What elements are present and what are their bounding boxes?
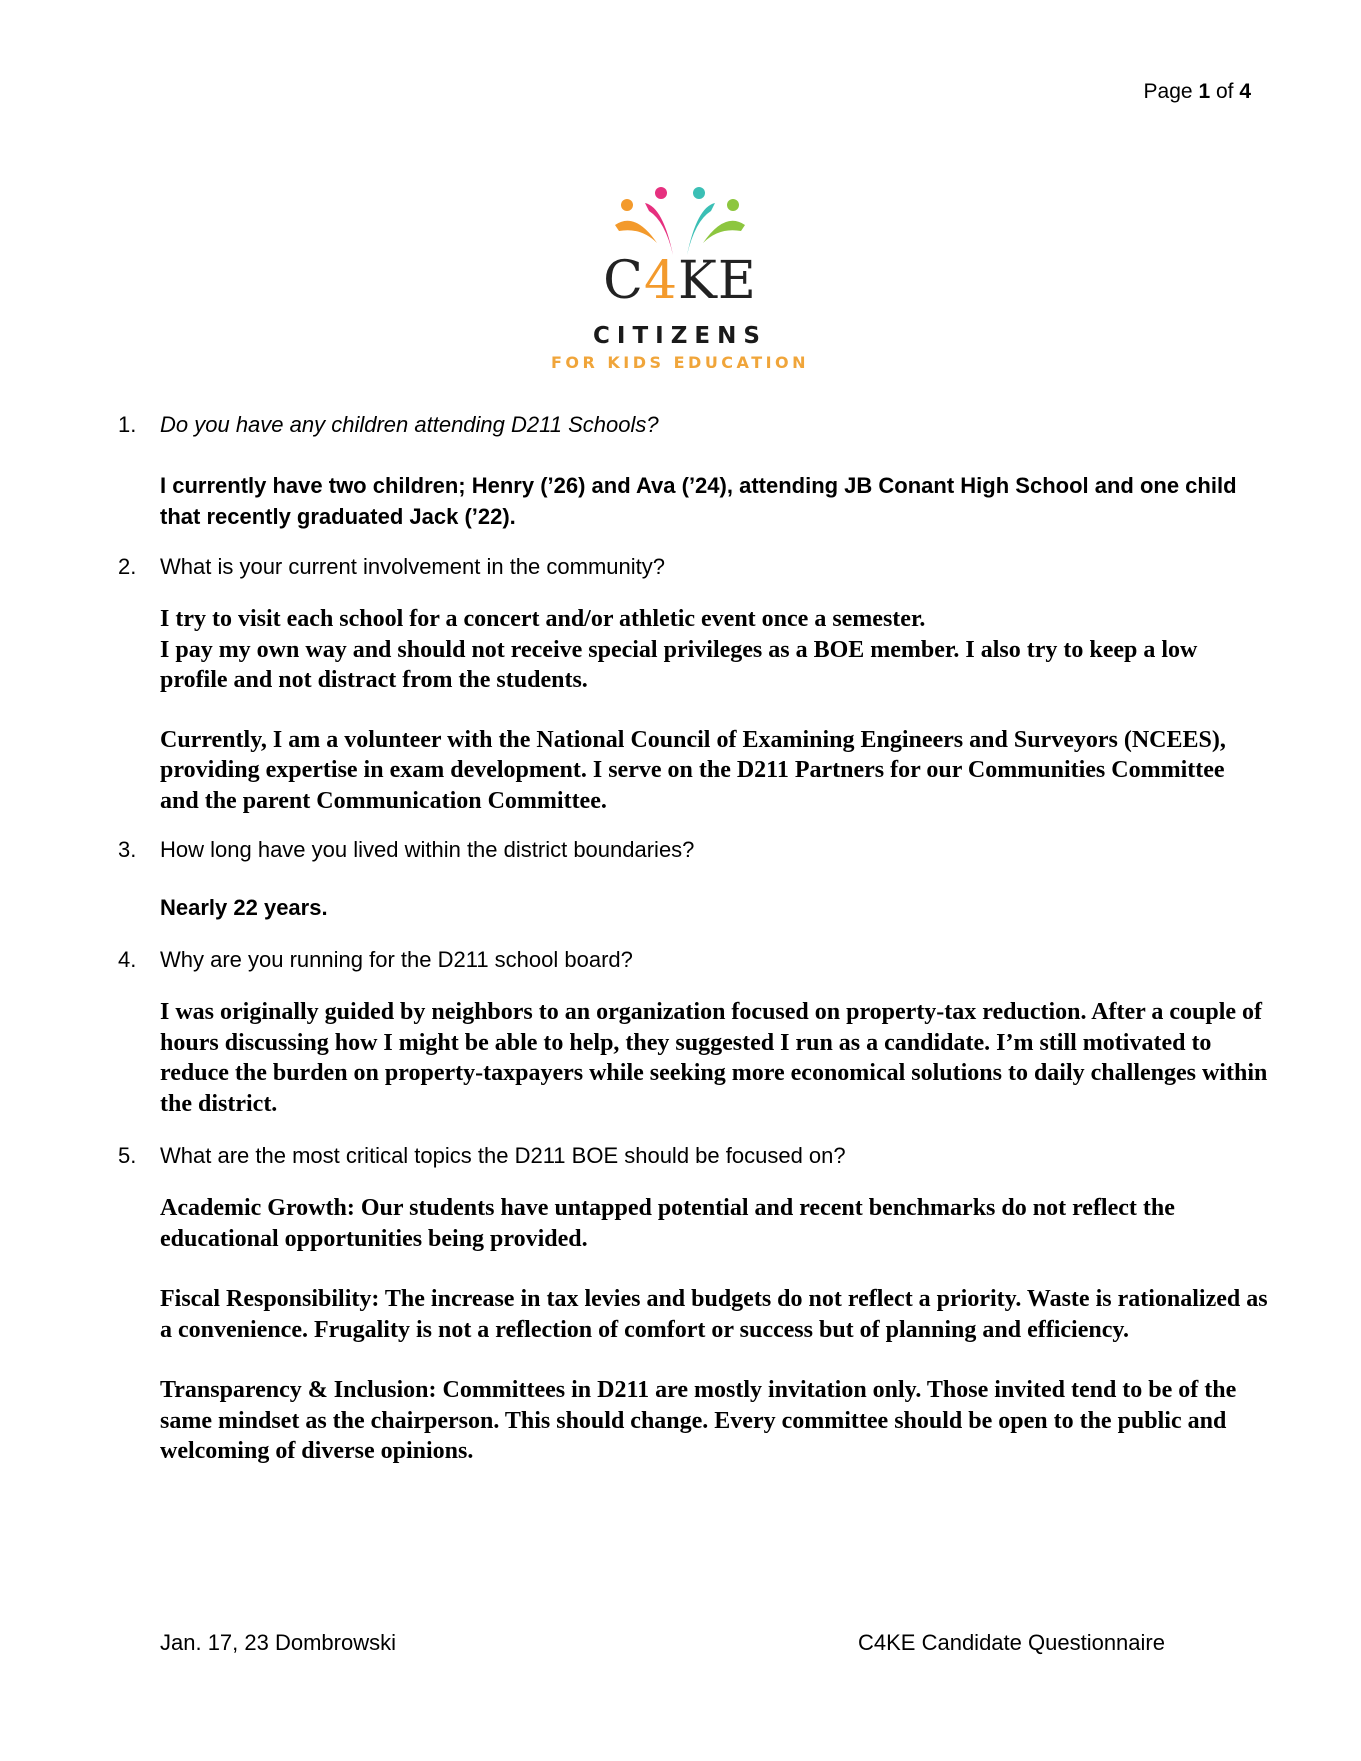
answer-paragraph: I pay my own way and should not receive special privileges as a BOE member. I also try to keep a low profile and not distract from the students. [160, 636, 1198, 693]
footer-date-author: Jan. 17, 23 Dombrowski [160, 1630, 396, 1655]
logo-mark-ke: KE [678, 251, 757, 311]
c4ke-logo [500, 185, 860, 385]
question-text: What are the most critical topics the D211 BOE should be focused on? [160, 1143, 846, 1168]
answer-paragraph: Nearly 22 years. [160, 895, 328, 920]
page-number [1144, 80, 1251, 104]
question-1 [118, 410, 1268, 532]
question-3 [118, 835, 1268, 923]
page-total: 4 [1239, 80, 1251, 103]
question-number: 1. [118, 412, 137, 437]
answer-paragraph: Transparency & Inclusion: Committees in D211 are mostly invitation only. Those invited tend to be of the same mindset as the chairperson. This should change. Every committee should be open to the public and welcoming of diverse opinions. [160, 1377, 1237, 1464]
logo-for-kids-education: FOR KIDS EDUCATION [550, 353, 810, 372]
question-number: 3. [118, 837, 137, 862]
question-number: 4. [118, 947, 137, 972]
answer-paragraph: Academic Growth: Our students have untapped potential and recent benchmarks do not reflect the educational opportunities being provided. [160, 1195, 1175, 1252]
logo-mark-four: 4 [643, 251, 679, 311]
question-text: How long have you lived within the district boundaries? [160, 837, 695, 862]
page-current: 1 [1198, 80, 1211, 103]
question-number: 2. [118, 554, 137, 579]
answer-paragraph: Fiscal Responsibility: The increase in tax levies and budgets do not reflect a priority. Waste is rationalized as a convenience. Frugality is not a reflection of comfort or success but of planning and efficiency. [160, 1286, 1268, 1343]
logo-citizens: CITIZENS [593, 323, 767, 349]
page-prefix: Page [1143, 80, 1199, 103]
answer [160, 604, 1268, 816]
question-text: Why are you running for the D211 school board? [160, 947, 633, 972]
answer-paragraph: I try to visit each school for a concert and/or athletic event once a semester. [160, 606, 926, 632]
question-5 [118, 1141, 1268, 1467]
answer [160, 892, 1268, 923]
question-text: Do you have any children attending D211 Schools? [160, 412, 659, 437]
footer-title: C4KE Candidate Questionnaire [858, 1630, 1165, 1655]
question-number: 5. [118, 1143, 137, 1168]
logo-wordmark [500, 253, 860, 309]
c4ke-logo-figures-icon [605, 185, 755, 257]
questionnaire [118, 410, 1268, 1467]
question-4 [118, 945, 1268, 1119]
answer-paragraph: Currently, I am a volunteer with the National Council of Examining Engineers and Surveyors (NCEES), providing expertise in exam development. I serve on the D211 Partners for our Communities Committee and the parent Communication Committee. [160, 726, 1226, 814]
logo-mark-c: C [603, 251, 644, 311]
page-of: of [1210, 80, 1240, 103]
answer [160, 997, 1268, 1119]
question-text: What is your current involvement in the community? [160, 554, 665, 579]
answer [160, 470, 1268, 532]
answer-paragraph: I was originally guided by neighbors to an organization focused on property-tax reduction. After a couple of hours discussing how I might be able to help, they suggested I run as a candidate. I’m still motivated to reduce the burden on property-taxpayers while seeking more economical solutions to daily challenges within the district. [160, 999, 1268, 1117]
answer [160, 1193, 1268, 1467]
question-2 [118, 552, 1268, 816]
answer-paragraph: I currently have two children; Henry (’26) and Ava (’24), attending JB Conant High School and one child that recently graduated Jack (’22). [160, 473, 1237, 529]
